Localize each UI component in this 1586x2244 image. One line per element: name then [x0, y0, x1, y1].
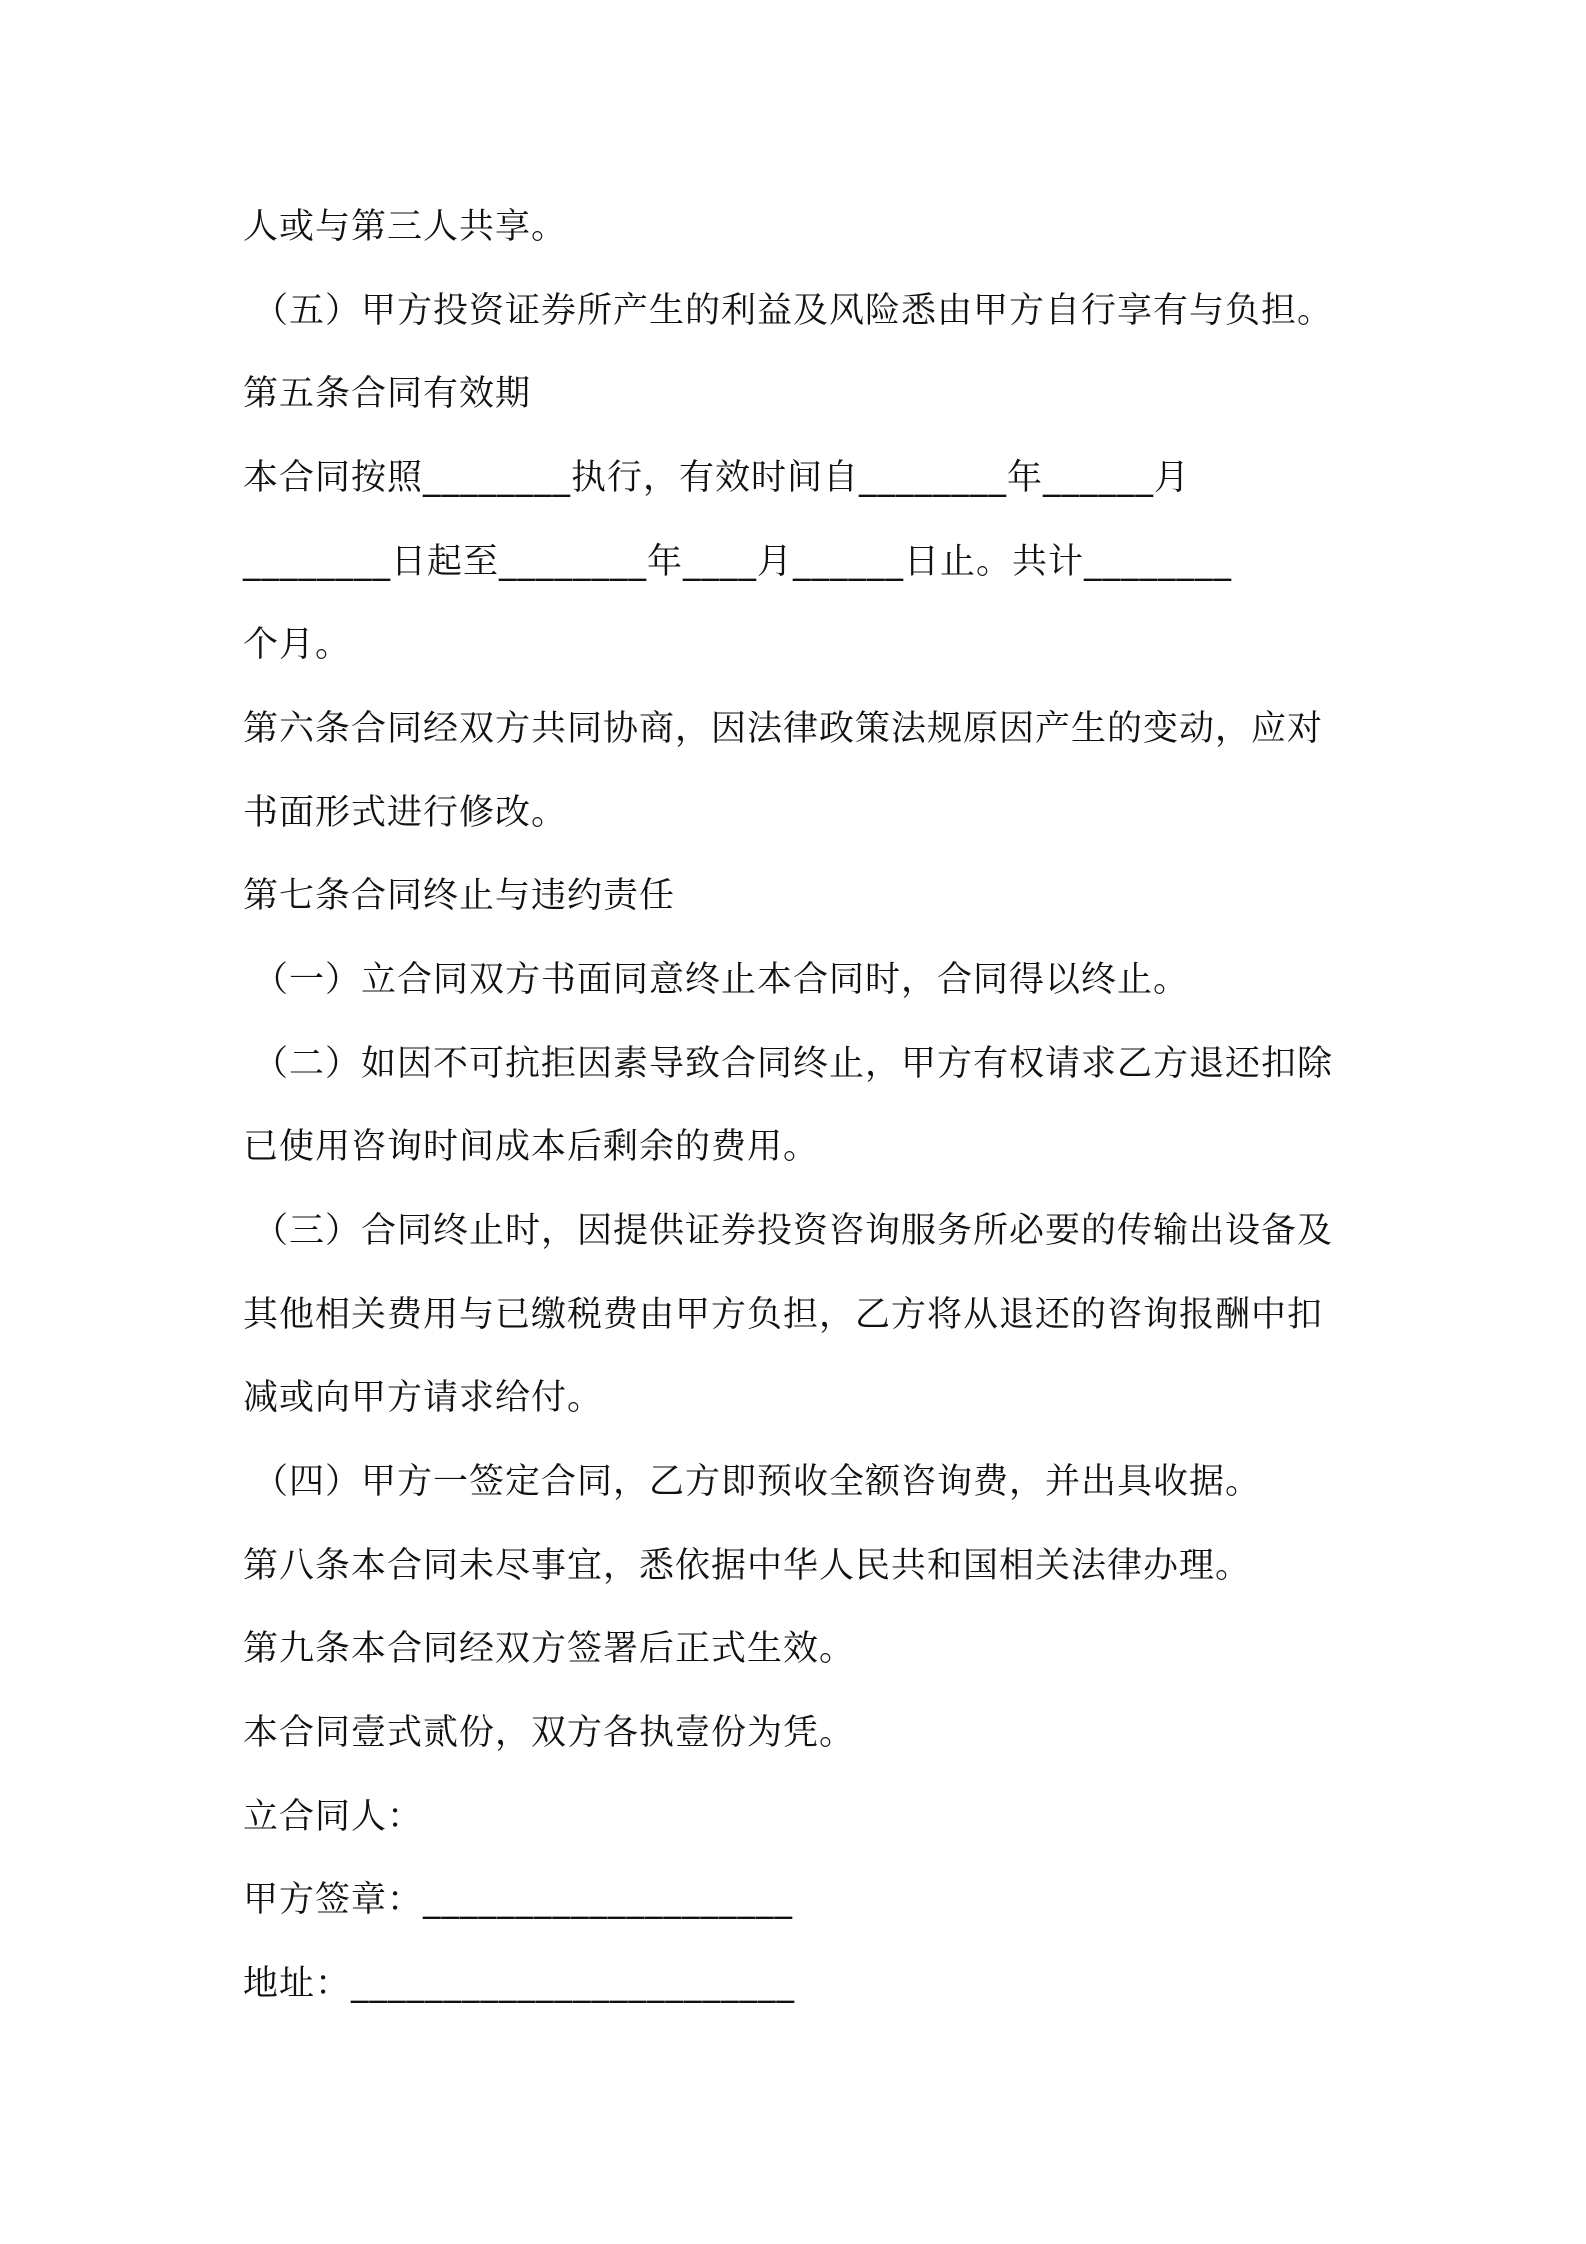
- text-line-6: 个月。: [243, 625, 352, 665]
- text-line-10: （一）立合同双方书面同意终止本合同时，合同得以终止。: [253, 960, 1190, 1000]
- text-line-8: 书面形式进行修改。: [243, 793, 568, 833]
- text-line-14: 其他相关费用与已缴税费由甲方负担，乙方将从退还的咨询报酬中扣: [243, 1295, 1324, 1335]
- section-heading-6: 第六条合同经双方共同协商，因法律政策法规原因产生的变动，应对: [243, 709, 1324, 749]
- text-line-2: （五）甲方投资证券所产生的利益及风险悉由甲方自行享有与负担。: [253, 291, 1334, 331]
- text-line-11: （二）如因不可抗拒因素导致合同终止，甲方有权请求乙方退还扣除: [253, 1044, 1334, 1084]
- signatory-label: 立合同人：: [243, 1797, 424, 1837]
- section-heading-7: 第七条合同终止与违约责任: [243, 876, 676, 916]
- text-line-15: 减或向甲方请求给付。: [243, 1378, 604, 1418]
- address-line: 地址：________________________: [243, 1964, 796, 2004]
- text-line-5: ________日起至________年____月______日止。共计________: [243, 542, 1233, 582]
- text-line-4: 本合同按照________执行，有效时间自________年______月: [243, 458, 1191, 498]
- text-line-1: 人或与第三人共享。: [243, 207, 568, 247]
- text-line-19: 本合同壹式贰份，双方各执壹份为凭。: [243, 1713, 856, 1753]
- section-heading-5: 第五条合同有效期: [243, 374, 532, 414]
- section-heading-8: 第八条本合同未尽事宜，悉依据中华人民共和国相关法律办理。: [243, 1546, 1252, 1586]
- text-line-13: （三）合同终止时，因提供证券投资咨询服务所必要的传输出设备及: [253, 1211, 1334, 1251]
- section-heading-9: 第九条本合同经双方签署后正式生效。: [243, 1629, 856, 1669]
- party-a-signature-line: 甲方签章：____________________: [243, 1880, 794, 1920]
- text-line-16: （四）甲方一签定合同，乙方即预收全额咨询费，并出具收据。: [253, 1462, 1262, 1502]
- text-line-12: 已使用咨询时间成本后剩余的费用。: [243, 1127, 820, 1167]
